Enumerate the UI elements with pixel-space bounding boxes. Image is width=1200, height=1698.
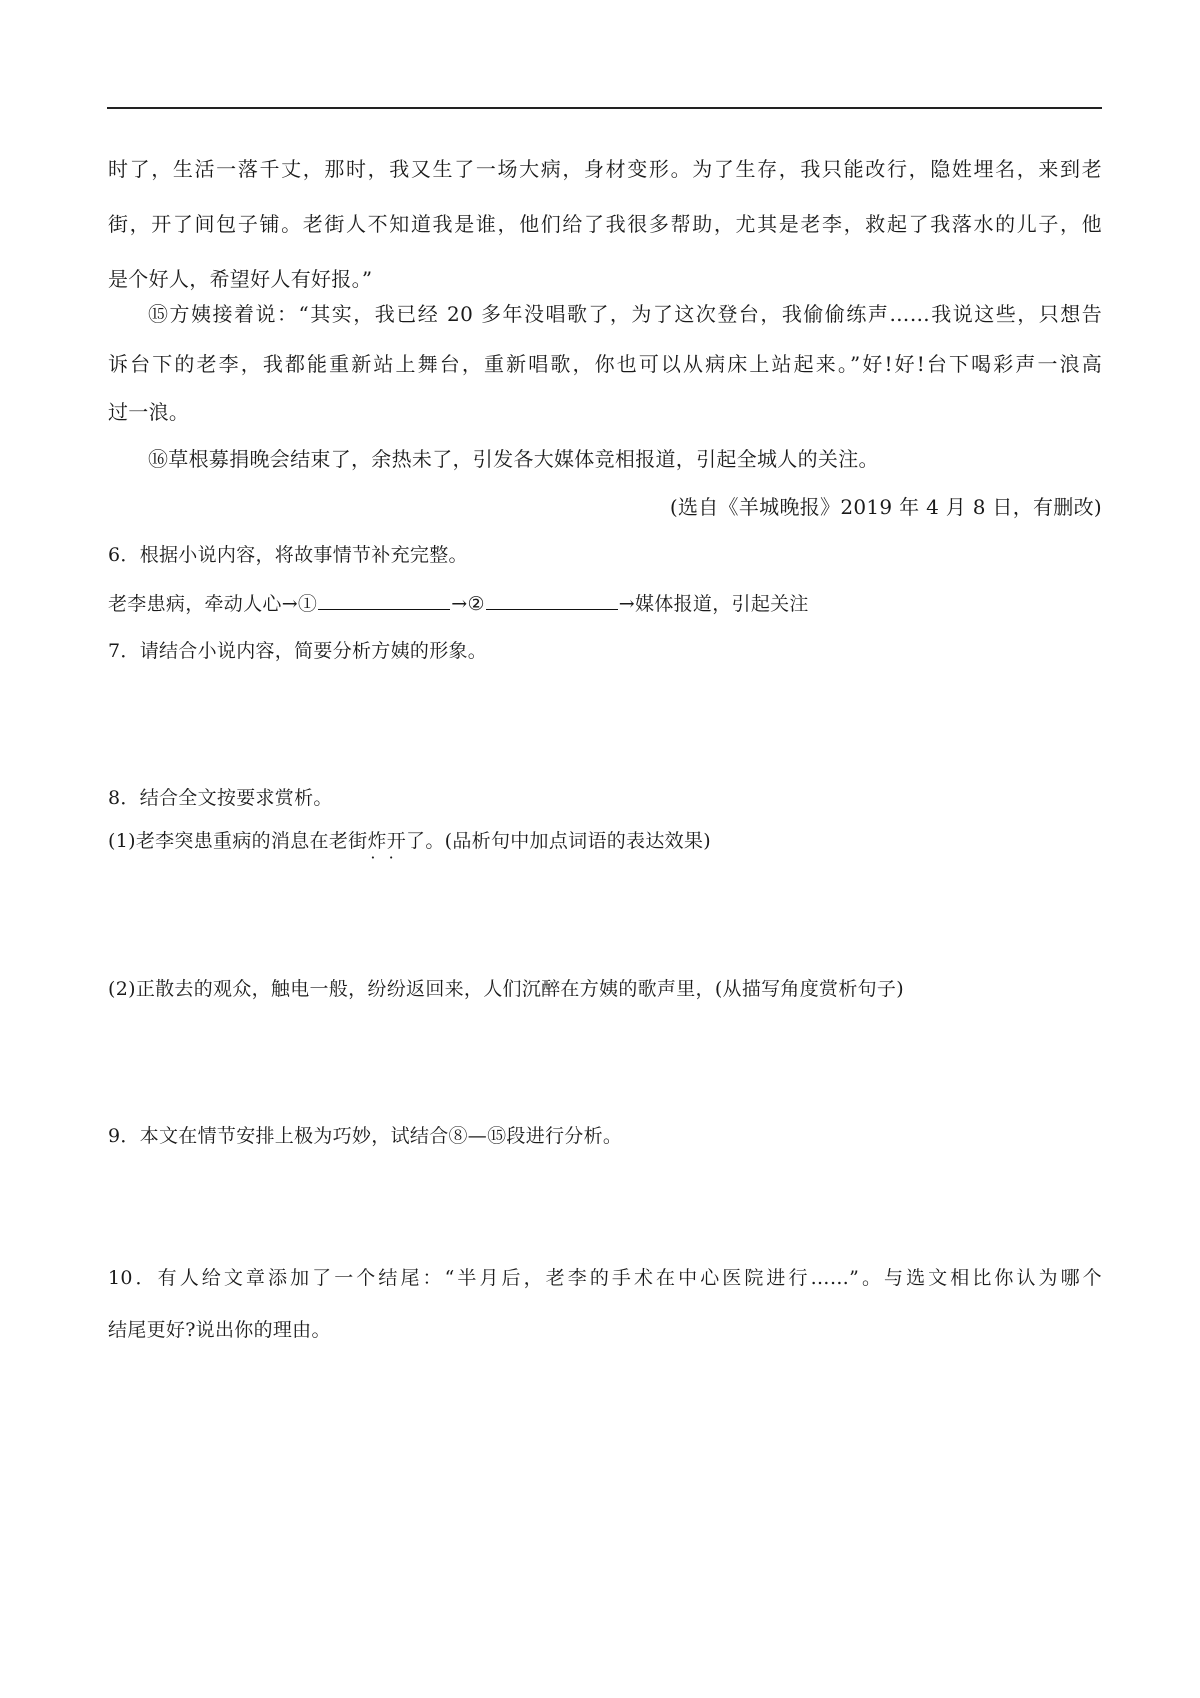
question-6-plot-chain [108, 589, 1102, 618]
plot-chain-end: →媒体报道，引起关注 [618, 593, 809, 615]
plot-chain-mid: →② [451, 593, 485, 615]
question-7: 7．请结合小说内容，简要分析方姨的形象。 [108, 640, 488, 662]
passage-p15-line3: 过一浪。 [108, 400, 190, 424]
passage-source: (选自《羊城晚报》2019 年 4 月 8 日，有删改) [669, 495, 1102, 519]
question-8: 8．结合全文按要求赏析。 [108, 787, 333, 809]
emphasis-dotted-word: 炸开 · · [367, 830, 406, 852]
answer-blank-1[interactable] [318, 589, 450, 610]
question-8-1 [108, 827, 1102, 855]
passage-p14-line1: 时了，生活一落千丈，那时，我又生了一场大病，身材变形。为了生存，我只能改行，隐姓埋名，来到老 [108, 157, 1102, 181]
question-8-1-text-before: (1)老李突患重病的消息在老街 [108, 830, 368, 852]
plot-chain-start: 老李患病，牵动人心→① [108, 593, 318, 615]
passage-p15-line1: ⑮方姨接着说：“其实，我已经 20 多年没唱歌了，为了这次登台，我偷偷练声……我说这些，只想告 [148, 302, 1102, 326]
question-8-1-text-after: 了。(品析句中加点词语的表达效果) [406, 830, 711, 852]
answer-blank-2[interactable] [486, 589, 618, 610]
passage-p16: ⑯草根募捐晚会结束了，余热未了，引发各大媒体竞相报道，引起全城人的关注。 [148, 447, 879, 471]
passage-p14-line2: 街，开了间包子铺。老街人不知道我是谁，他们给了我很多帮助，尤其是老李，救起了我落水的儿子，他 [108, 212, 1102, 236]
question-6: 6．根据小说内容，将故事情节补充完整。 [108, 544, 468, 566]
header-rule [107, 107, 1102, 109]
passage-p14-line3: 是个好人，希望好人有好报。” [108, 267, 373, 291]
question-8-2: (2)正散去的观众，触电一般，纷纷返回来，人们沉醉在方姨的歌声里，(从描写角度赏析句子) [108, 978, 904, 1000]
question-10-line1: 10．有人给文章添加了一个结尾：“半月后，老李的手术在中心医院进行……”。与选文相比你认为哪个 [108, 1267, 1102, 1289]
passage-p15-line2: 诉台下的老李，我都能重新站上舞台，重新唱歌，你也可以从病床上站起来。”好!好!台下喝彩声一浪高 [108, 352, 1102, 376]
question-9: 9．本文在情节安排上极为巧妙，试结合⑧—⑮段进行分析。 [108, 1125, 623, 1147]
question-10-line2: 结尾更好?说出你的理由。 [108, 1319, 331, 1341]
